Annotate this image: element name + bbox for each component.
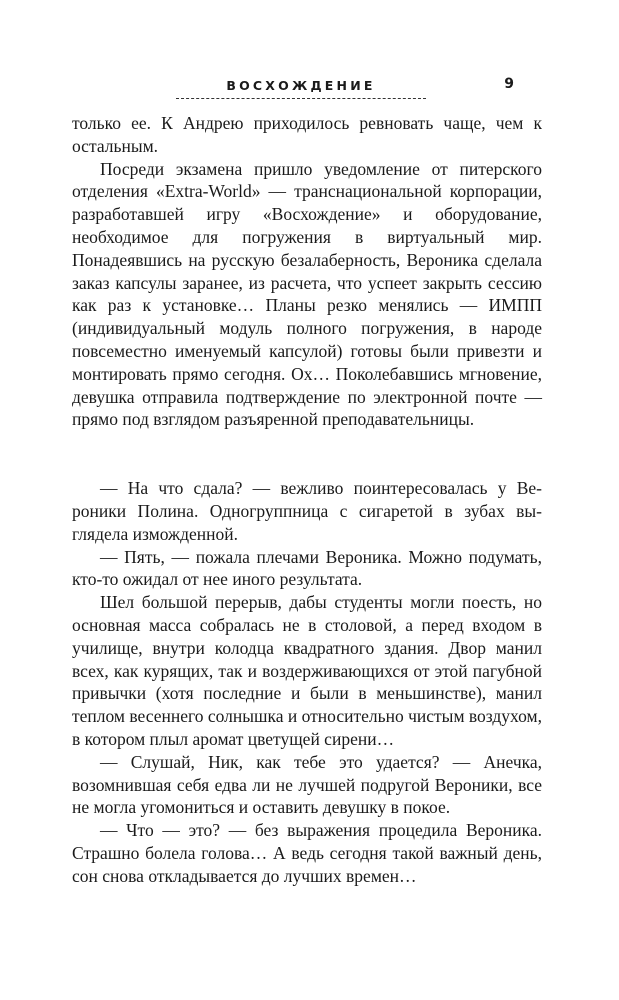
page-number: 9 (504, 76, 514, 92)
paragraph: только ее. К Андрею приходилось ревновать чаще, чем к остальным. (72, 113, 542, 156)
section-break (72, 431, 542, 477)
body-text (72, 112, 542, 888)
paragraph: Шел большой перерыв, дабы студенты могли поесть, но основная масса собралась не в столовой, а перед входом в училище, внутри колодца квадратного здания. Двор манил всех, как курящих, так и воздерживающихся от этой пагубной привычки (хотя последние и были в меньшинстве), манил теплом весеннего солнышка и относительно чистым воздухом, в котором плыл аромат цветущей сирени… (72, 592, 542, 749)
dialogue-paragraph: — Что — это? — без выражения процедила Вероника. Страшно болела голова… А ведь сегодня такой важный день, сон снова откладывается до лучших времен… (72, 820, 542, 886)
paragraph: Посреди экзамена пришло уведомление от питерского отделения «Extra-World» — транснациональной корпорации, разработавшей игру «Восхождение» и оборудование, необходимое для погружения в виртуальный мир. Понадеявшись на русскую безалаберность, Вероника сделала заказ капсулы заранее, из расчета, что успеет закрыть сессию как раз к установке… Планы резко менялись — ИМПП (индивидуальный модуль полного погружения, в народе повсеместно именуемый капсулой) готовы были привезти и монтировать прямо сегодня. Ох… Поколебавшись мгновение, девушка отправила подтверждение по электронной почте — прямо под взглядом разъяренной преподавательницы. (72, 158, 542, 430)
dialogue-paragraph: — Пять, — пожала плечами Вероника. Можно подумать, кто-то ожидал от нее иного результата. (72, 546, 542, 590)
header-dashed-rule (176, 98, 426, 99)
running-title: ВОСХОЖДЕНИЕ (226, 78, 376, 93)
dialogue-paragraph: — Слушай, Ник, как тебе это удается? — Анечка, возомнившая себя едва ли не лучшей подругой Вероники, все не могла угомониться и оставить девушку в покое. (72, 751, 542, 818)
running-header (0, 74, 619, 104)
dialogue-paragraph: — На что сдала? — вежливо поинтересовалась у Вероники Полина. Одногруппница с сигаретой в зубах выглядела изможденной. (72, 478, 542, 544)
